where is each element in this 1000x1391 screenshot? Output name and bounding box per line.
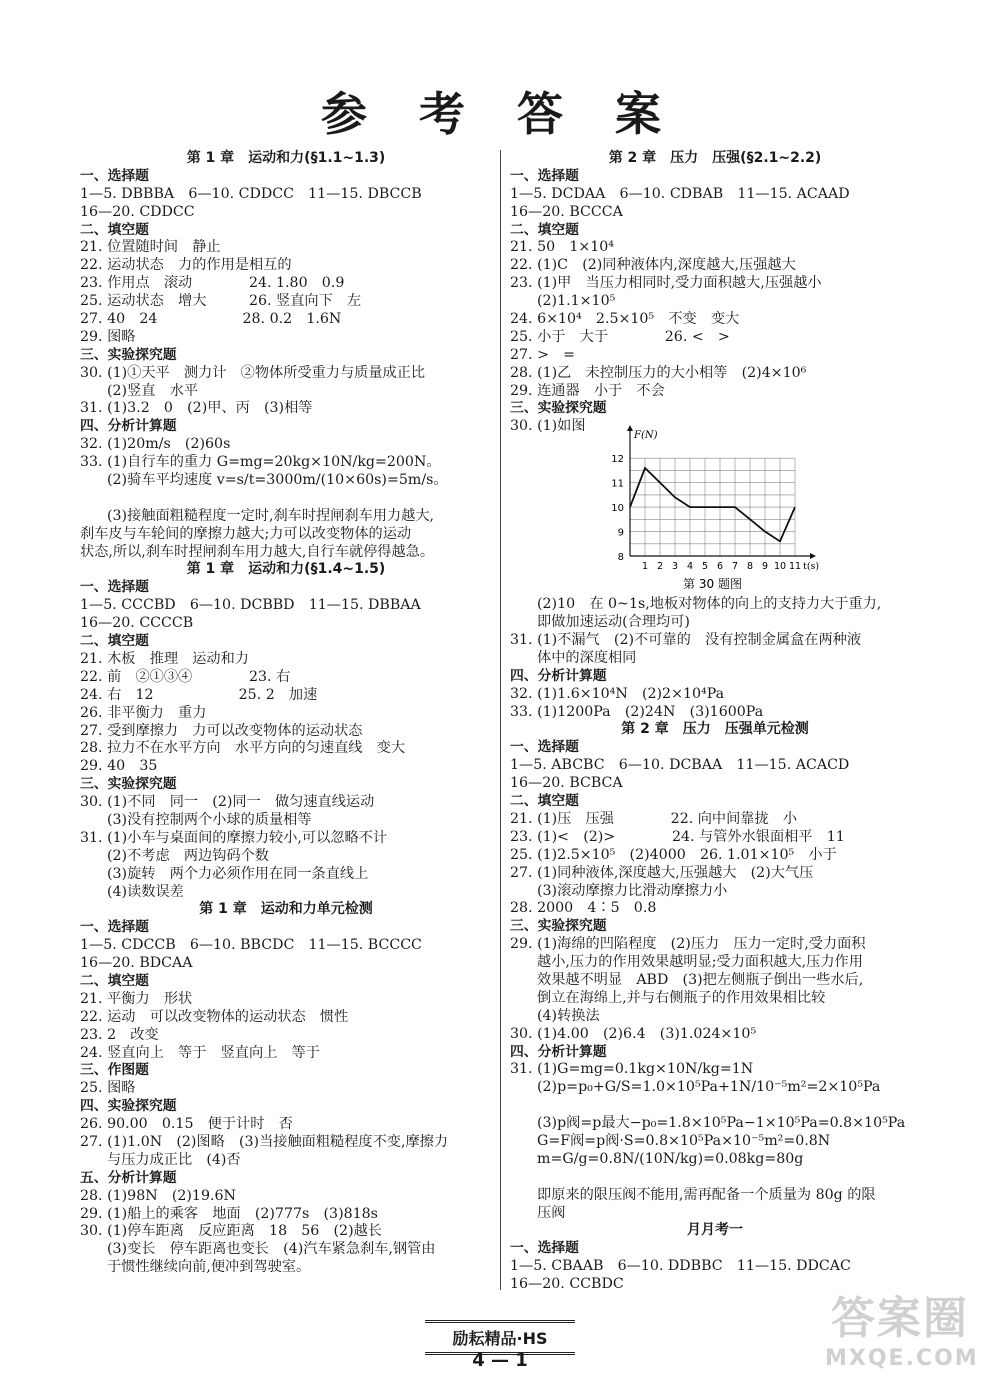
answer-line: 16—20. CCBDC bbox=[510, 1276, 624, 1293]
answer-line: 22. 前 ②①③④ 23. 右 bbox=[80, 668, 291, 685]
answer-line: (3)旋转 两个力必须作用在同一条直线上 bbox=[107, 865, 369, 882]
chapter-heading: 第 2 章 压力 压强单元检测 bbox=[621, 721, 809, 738]
chapter-heading: 第 1 章 运动和力(§1.1~1.3) bbox=[186, 150, 386, 166]
answer-line: 25. (1)2.5×10⁵ (2)4000 26. 1.01×10⁵ 小于 bbox=[510, 846, 837, 863]
answer-line: 16—20. BCCCA bbox=[510, 203, 623, 220]
answer-line bbox=[510, 1097, 920, 1115]
answer-line: 24. 竖直向上 等于 竖直向上 等于 bbox=[80, 1044, 320, 1061]
answer-line: (2)1.1×10⁵ bbox=[537, 293, 616, 310]
answer-line: 1—5. CBAAB 6—10. DDBBC 11—15. DDCAC bbox=[510, 1258, 851, 1275]
section-heading: 一、选择题 bbox=[80, 579, 149, 596]
y-tick-label: 12 bbox=[611, 454, 624, 466]
x-tick-label: 3 bbox=[671, 561, 679, 573]
section-heading: 一、选择题 bbox=[510, 167, 579, 184]
chapter-heading: 第 1 章 运动和力单元检测 bbox=[199, 901, 373, 918]
answer-line: 27. 40 24 28. 0.2 1.6N bbox=[80, 311, 342, 328]
x-tick-label: 10 bbox=[773, 561, 787, 573]
answer-line: (3)变长 停车距离也变长 (4)汽车紧急刹车,钢管由 bbox=[107, 1241, 436, 1258]
answer-line: 28. (1)98N (2)19.6N bbox=[80, 1187, 236, 1204]
section-heading: 三、实验探究题 bbox=[510, 918, 607, 935]
answer-line: 32. (1)20m/s (2)60s bbox=[80, 436, 231, 453]
answer-line: 26. 90.00 0.15 便于计时 否 bbox=[80, 1116, 293, 1133]
answer-line: 30. (1)停车距离 反应距离 18 56 (2)越长 bbox=[80, 1223, 382, 1240]
answer-line: 32. (1)1.6×10⁴N (2)2×10⁴Pa bbox=[510, 685, 725, 702]
answer-line: 23. 作用点 滚动 24. 1.80 0.9 bbox=[80, 275, 345, 292]
column-divider bbox=[500, 150, 501, 1290]
answer-line: 23. (1)甲 当压力相同时,受力面积越大,压强越小 bbox=[510, 275, 822, 292]
answer-line: (3)接触面粗糙程度一定时,刹车时捏闸刹车用力越大, bbox=[107, 507, 435, 524]
answer-line: (2)p=p₀+G/S=1.0×10⁵Pa+1N/10⁻⁵m²=2×10⁵Pa bbox=[537, 1079, 881, 1096]
section-heading: 三、实验探究题 bbox=[80, 776, 177, 793]
answer-line: m=G/g=0.8N/(10N/kg)=0.08kg=80g bbox=[537, 1150, 804, 1167]
x-axis-arrow bbox=[810, 553, 816, 559]
section-heading: 一、选择题 bbox=[80, 919, 149, 936]
answer-line: 24. 6×10⁴ 2.5×10⁵ 不变 变大 bbox=[510, 311, 740, 328]
section-heading: 二、填空题 bbox=[80, 972, 149, 989]
section-heading: 二、填空题 bbox=[80, 221, 149, 238]
answer-line: 31. (1)3.2 0 (2)甲、丙 (3)相等 bbox=[80, 400, 313, 417]
chapter-heading: 第 1 章 运动和力(§1.4~1.5) bbox=[186, 561, 386, 578]
answer-line: 体中的深度相同 bbox=[537, 649, 637, 666]
answer-line: 28. (1)乙 未控制压力的大小相等 (2)4×10⁶ bbox=[510, 364, 807, 381]
answer-line: 即做加速运动(合理均可) bbox=[537, 614, 690, 631]
x-tick-label: 2 bbox=[656, 561, 664, 573]
answer-line: 21. 木板 推理 运动和力 bbox=[80, 650, 249, 667]
answer-line: 30. (1)①天平 测力计 ②物体所受重力与质量成正比 bbox=[80, 364, 426, 381]
section-heading: 四、分析计算题 bbox=[510, 1043, 607, 1060]
watermark-small: MXQE.COM bbox=[825, 1346, 979, 1371]
answer-line: 状态,所以,刹车时捏闸刹车用力越大,自行车就停得越急。 bbox=[80, 543, 435, 560]
answer-line: 30. (1)4.00 (2)6.4 (3)1.024×10⁵ bbox=[510, 1025, 757, 1042]
answer-line: (3)p阀=p最大−p₀=1.8×10⁵Pa−1×10⁵Pa=0.8×10⁵Pa bbox=[537, 1115, 906, 1132]
answer-line: 25. 运动状态 增大 26. 竖直向下 左 bbox=[80, 293, 362, 310]
y-tick-label: 10 bbox=[611, 503, 624, 515]
watermark-big: 答案圈 bbox=[831, 1293, 969, 1344]
answer-line: 16—20. CCCCB bbox=[80, 615, 194, 632]
answer-line: 1—5. DBBBA 6—10. CDDCC 11—15. DBCCB bbox=[80, 185, 422, 202]
answer-line: 24. 右 12 25. 2 加速 bbox=[80, 686, 318, 703]
answer-line: 16—20. BCBCA bbox=[510, 775, 623, 792]
chart-30 bbox=[510, 430, 920, 596]
answer-line: 29. 图略 bbox=[80, 328, 136, 345]
answer-line: 29. (1)船上的乘客 地面 (2)777s (3)818s bbox=[80, 1205, 378, 1222]
y-tick-label: 11 bbox=[611, 478, 624, 490]
answer-line: 倒立在海绵上,并与右侧瓶子的作用效果相比较 bbox=[537, 989, 826, 1006]
answer-line: 31. (1)G=mg=0.1kg×10N/kg=1N bbox=[510, 1061, 754, 1078]
answer-line: G=F阀=p阀·S=0.8×10⁵Pa×10⁻⁵m²=0.8N bbox=[537, 1132, 831, 1149]
section-heading: 二、填空题 bbox=[510, 793, 579, 810]
right-column-bottom bbox=[510, 596, 920, 1294]
answer-line: 23. (1)< (2)> 24. 与管外水银面相平 11 bbox=[510, 828, 845, 845]
section-heading: 一、选择题 bbox=[80, 167, 149, 184]
chapter-heading: 月月考一 bbox=[687, 1222, 743, 1239]
answer-line: 25. 小于 大于 26. < > bbox=[510, 328, 730, 345]
section-heading: 五、分析计算题 bbox=[80, 1169, 177, 1186]
y-tick-label: 9 bbox=[617, 527, 624, 539]
answer-line: 刹车皮与车轮间的摩擦力越大;力可以改变物体的运动 bbox=[80, 525, 412, 542]
section-heading: 二、填空题 bbox=[80, 633, 149, 650]
answer-line: 1—5. ABCBC 6—10. DCBAA 11—15. ACACD bbox=[510, 757, 850, 774]
x-tick-label: 4 bbox=[686, 561, 694, 573]
answer-line: (3)滚动摩擦力比滑动摩擦力小 bbox=[537, 882, 728, 899]
answer-line: (4)转换法 bbox=[537, 1007, 600, 1024]
answer-line: 21. 50 1×10⁴ bbox=[510, 239, 614, 256]
left-column bbox=[80, 150, 492, 1277]
answer-line: 27. (1)1.0N (2)图略 (3)当接触面粗糙程度不变,摩擦力 bbox=[80, 1133, 449, 1150]
answer-line: 29. (1)海绵的凹陷程度 (2)压力 压力一定时,受力面积 bbox=[510, 936, 866, 953]
answer-line: (4)读数误差 bbox=[107, 883, 184, 900]
answer-line: 22. 运动 可以改变物体的运动状态 惯性 bbox=[80, 1008, 349, 1025]
page-number: 4 — 1 bbox=[472, 1350, 528, 1371]
answer-line: 1—5. DCDAA 6—10. CDBAB 11—15. ACAAD bbox=[510, 185, 850, 202]
answer-line: 33. (1)自行车的重力 G=mg=20kg×10N/kg=200N。 bbox=[80, 454, 441, 471]
answer-line: 23. 2 改变 bbox=[80, 1026, 159, 1043]
answer-line: (2)骑车平均速度 v=s/t=3000m/(10×60s)=5m/s。 bbox=[107, 472, 448, 489]
answer-line: 1—5. CDCCB 6—10. BBCDC 11—15. BCCCC bbox=[80, 937, 422, 954]
answer-line: 21. 平衡力 形状 bbox=[80, 990, 193, 1007]
chart-caption: 第 30 题图 bbox=[683, 577, 742, 592]
answer-line: 21. (1)压 压强 22. 向中间靠拢 小 bbox=[510, 810, 798, 827]
answer-line: 25. 图略 bbox=[80, 1080, 136, 1097]
answer-line: 即原来的限压阀不能用,需再配备一个质量为 80g 的限 bbox=[537, 1186, 876, 1203]
answer-line: (3)没有控制两个小球的质量相等 bbox=[107, 811, 312, 828]
watermark-logo bbox=[825, 1282, 979, 1371]
section-heading: 一、选择题 bbox=[510, 1240, 579, 1257]
answer-line: 27. > = bbox=[510, 346, 576, 363]
x-tick-label: 5 bbox=[701, 561, 709, 573]
answer-line: (2)不考虑 两边钩码个数 bbox=[107, 847, 269, 864]
section-heading: 三、实验探究题 bbox=[510, 400, 607, 417]
section-heading: 三、实验探究题 bbox=[80, 346, 177, 363]
answer-line bbox=[80, 490, 492, 508]
answer-line: 16—20. BDCAA bbox=[80, 955, 193, 972]
answer-line: 30. (1)如图 bbox=[510, 418, 586, 435]
answer-line: 22. 运动状态 力的作用是相互的 bbox=[80, 257, 292, 274]
x-tick-label: 1 bbox=[641, 561, 649, 573]
section-heading: 三、作图题 bbox=[80, 1062, 149, 1079]
chapter-heading: 第 2 章 压力 压强(§2.1~2.2) bbox=[608, 150, 822, 166]
answer-line: 29. 40 35 bbox=[80, 758, 158, 775]
x-axis-label: t(s) bbox=[803, 561, 820, 573]
x-tick-label: 11 bbox=[788, 561, 802, 573]
y-tick-label: 8 bbox=[617, 552, 624, 564]
brand-footer: 励耘精品·HS bbox=[425, 1320, 575, 1355]
answer-line: 与压力成正比 (4)否 bbox=[107, 1151, 241, 1168]
answer-line: 效果越不明显 ABD (3)把左侧瓶子倒出一些水后, bbox=[537, 971, 864, 988]
answer-line: 29. 连通器 小于 不会 bbox=[510, 382, 665, 399]
answer-line: 27. (1)同种液体,深度越大,压强越大 (2)大气压 bbox=[510, 864, 814, 881]
answer-line: 30. (1)不同 同一 (2)同一 做匀速直线运动 bbox=[80, 794, 375, 811]
answer-line: (2)10 在 0~1s,地板对物体的向上的支持力大于重力, bbox=[537, 596, 882, 613]
answer-line: 21. 位置随时间 静止 bbox=[80, 239, 221, 256]
answer-line: 31. (1)小车与桌面间的摩擦力较小,可以忽略不计 bbox=[80, 829, 388, 846]
section-heading: 四、分析计算题 bbox=[510, 667, 607, 684]
section-heading: 二、填空题 bbox=[510, 221, 579, 238]
x-tick-label: 9 bbox=[761, 561, 769, 573]
x-tick-label: 6 bbox=[716, 561, 724, 573]
answer-line: 28. 2000 4∶5 0.8 bbox=[510, 900, 657, 917]
answer-line: 于惯性继续向前,便冲到驾驶室。 bbox=[107, 1259, 311, 1276]
force-time-chart bbox=[600, 430, 820, 596]
right-column bbox=[510, 150, 920, 1294]
x-tick-label: 8 bbox=[746, 561, 754, 573]
answer-line bbox=[510, 1169, 920, 1187]
answer-line: (2)竖直 水平 bbox=[107, 382, 199, 399]
y-axis-label: F(N) bbox=[634, 430, 658, 442]
right-column-top bbox=[510, 150, 920, 436]
series-line bbox=[630, 468, 795, 541]
answer-line: 1—5. CCCBD 6—10. DCBBD 11—15. DBBAA bbox=[80, 597, 421, 614]
answer-line: 33. (1)1200Pa (2)24N (3)1600Pa bbox=[510, 703, 764, 720]
section-heading: 四、实验探究题 bbox=[80, 1098, 177, 1115]
answer-line: 31. (1)不漏气 (2)不可靠的 没有控制金属盒在两种液 bbox=[510, 632, 862, 649]
section-heading: 一、选择题 bbox=[510, 739, 579, 756]
page-title: 参 考 答 案 bbox=[320, 87, 680, 141]
answer-line: 28. 拉力不在水平方向 水平方向的匀速直线 变大 bbox=[80, 740, 406, 757]
answer-line: 27. 受到摩擦力 力可以改变物体的运动状态 bbox=[80, 722, 363, 739]
answer-line: 26. 非平衡力 重力 bbox=[80, 704, 207, 721]
x-tick-label: 7 bbox=[731, 561, 739, 573]
section-heading: 四、分析计算题 bbox=[80, 418, 177, 435]
answer-line: 16—20. CDDCC bbox=[80, 203, 195, 220]
answer-line: 越小,压力的作用效果越明显;受力面积越大,压力作用 bbox=[537, 954, 863, 971]
answer-line: 压阀 bbox=[537, 1204, 566, 1221]
answer-line: 22. (1)C (2)同种液体内,深度越大,压强越大 bbox=[510, 257, 796, 274]
